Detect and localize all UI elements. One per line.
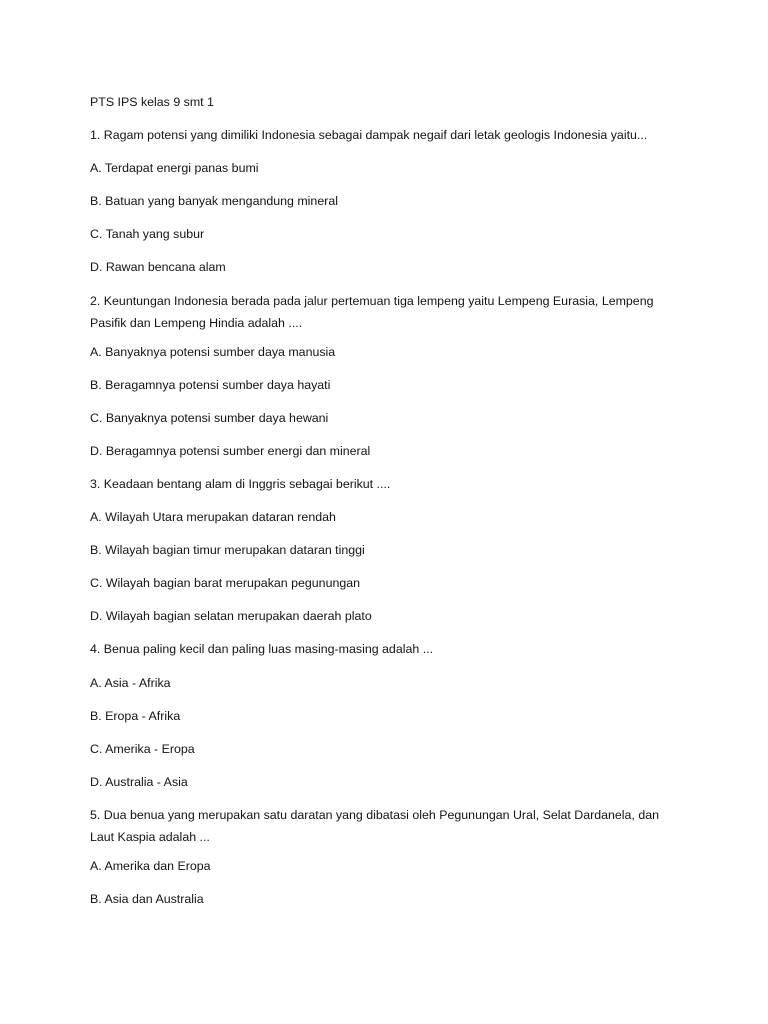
question-3: 3. Keadaan bentang alam di Inggris sebagai berikut .... — [90, 476, 391, 491]
question-2-option-d: D. Beragamnya potensi sumber energi dan mineral — [90, 443, 371, 458]
question-4: 4. Benua paling kecil dan paling luas masing-masing adalah ... — [90, 642, 434, 657]
question-2: 2. Keuntungan Indonesia berada pada jalur pertemuan tiga lempeng yaitu Lempeng Eurasia, Lempeng Pasifik dan Lempeng Hindia adalah .... — [90, 293, 657, 330]
question-2-option-c: C. Banyaknya potensi sumber daya hewani — [90, 410, 329, 425]
question-3-option-b: B. Wilayah bagian timur merupakan dataran tinggi — [90, 543, 365, 558]
question-3-option-c: C. Wilayah bagian barat merupakan pegunungan — [90, 576, 361, 591]
question-2-option-b: B. Beragamnya potensi sumber daya hayati — [90, 377, 331, 392]
question-4-option-c: C. Amerika - Eropa — [90, 741, 195, 756]
question-3-option-d: D. Wilayah bagian selatan merupakan daerah plato — [90, 609, 372, 624]
question-1-option-b: B. Batuan yang banyak mengandung mineral — [90, 194, 338, 209]
question-4-option-b: B. Eropa - Afrika — [90, 708, 181, 723]
question-4-option-d: D. Australia - Asia — [90, 774, 188, 789]
question-1-option-d: D. Rawan bencana alam — [90, 260, 226, 275]
question-4-option-a: A. Asia - Afrika — [90, 675, 171, 690]
question-5-option-a: A. Amerika dan Eropa — [90, 858, 211, 873]
question-5-option-b: B. Asia dan Australia — [90, 891, 204, 906]
question-3-option-a: A. Wilayah Utara merupakan dataran rendah — [90, 510, 336, 525]
document-page — [90, 93, 670, 923]
question-5: 5. Dua benua yang merupakan satu daratan yang dibatasi oleh Pegunungan Ural, Selat Dardanela, dan Laut Kaspia adalah ... — [90, 807, 663, 844]
question-1-option-c: C. Tanah yang subur — [90, 227, 205, 242]
question-1: 1. Ragam potensi yang dimiliki Indonesia sebagai dampak negaif dari letak geologis Indonesia yaitu... — [90, 128, 648, 143]
question-1-option-a: A. Terdapat energi panas bumi — [90, 161, 259, 176]
question-2-option-a: A. Banyaknya potensi sumber daya manusia — [90, 344, 336, 359]
document-title: PTS IPS kelas 9 smt 1 — [90, 95, 214, 109]
